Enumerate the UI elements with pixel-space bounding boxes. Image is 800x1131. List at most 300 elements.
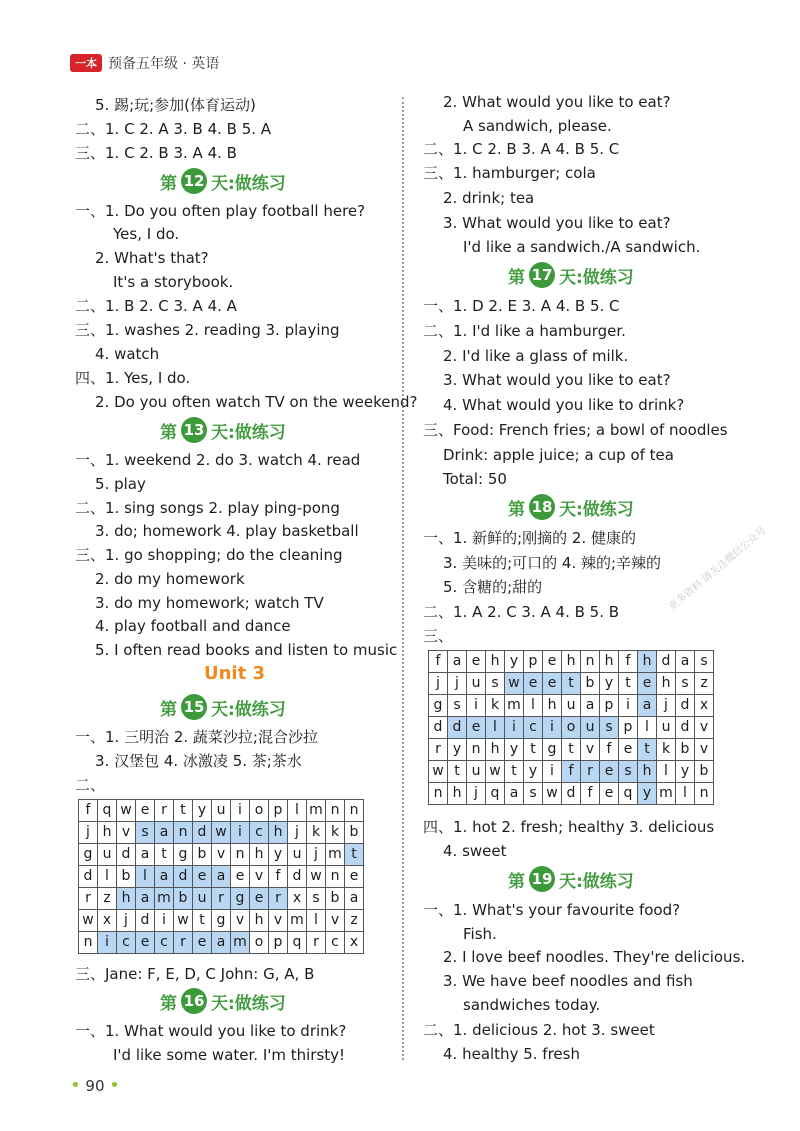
grid-row (79, 844, 364, 866)
answer-line: 三、Food: French fries; a bowl of noodles (423, 421, 728, 439)
grid-cell: x (695, 695, 714, 717)
answer-line: 2. What's that? (95, 249, 209, 267)
grid-cell: w (429, 761, 448, 783)
grid-cell: q (98, 800, 117, 822)
grid-cell: z (345, 910, 364, 932)
answer-line: 三、1. hamburger; cola (423, 164, 596, 182)
answer-line: 2. Do you often watch TV on the weekend? (95, 393, 418, 411)
grid-cell: y (505, 651, 524, 673)
grid-cell: y (448, 739, 467, 761)
grid-cell: e (345, 866, 364, 888)
grid-cell: a (676, 651, 695, 673)
header-title: 预备五年级 · 英语 (108, 56, 220, 72)
grid-cell: s (619, 761, 638, 783)
grid-cell: x (345, 932, 364, 954)
answer-line: 2. I love beef noodles. They're delicious. (443, 948, 746, 966)
grid-cell: e (136, 800, 155, 822)
answer-line: I'd like some water. I'm thirsty! (113, 1046, 346, 1064)
grid-cell: g (212, 910, 231, 932)
grid-cell: k (307, 822, 326, 844)
answer-line: 三、1. C 2. B 3. A 4. B (75, 144, 237, 162)
grid-cell: k (326, 822, 345, 844)
grid-cell: d (288, 866, 307, 888)
grid-cell: s (448, 695, 467, 717)
grid-cell: j (429, 673, 448, 695)
grid-cell: y (193, 800, 212, 822)
grid-cell: d (79, 866, 98, 888)
grid-cell: u (193, 888, 212, 910)
grid-cell: p (269, 800, 288, 822)
grid-cell: v (695, 739, 714, 761)
grid-cell: s (524, 783, 543, 805)
footer-dot-icon: • (109, 1075, 120, 1096)
grid-cell: f (429, 651, 448, 673)
grid-row (429, 761, 714, 783)
grid-cell: c (155, 932, 174, 954)
grid-cell: i (505, 717, 524, 739)
grid-cell: h (486, 739, 505, 761)
grid-cell: u (467, 761, 486, 783)
grid-cell: s (307, 888, 326, 910)
answer-line: 3. 汉堡包 4. 冰激凌 5. 茶;茶水 (95, 752, 302, 770)
day-suffix: 天:做练习 (211, 173, 286, 194)
grid-cell: q (288, 932, 307, 954)
grid-cell: m (505, 695, 524, 717)
day-prefix: 第 (160, 173, 177, 194)
grid-cell: g (79, 844, 98, 866)
grid-cell: g (429, 695, 448, 717)
grid-cell: p (524, 651, 543, 673)
grid-cell: s (136, 822, 155, 844)
page-number: 90 (85, 1077, 105, 1095)
grid-cell: a (581, 695, 600, 717)
grid-cell: v (231, 910, 250, 932)
grid-cell: n (79, 932, 98, 954)
day-number-badge: 19 (529, 866, 555, 892)
answer-line: 二、 (75, 776, 106, 794)
grid-cell: m (155, 888, 174, 910)
grid-cell: a (638, 695, 657, 717)
day-prefix: 第 (508, 499, 525, 520)
grid-cell: l (638, 717, 657, 739)
grid-cell: w (307, 866, 326, 888)
day-number-badge: 13 (181, 417, 207, 443)
grid-cell: v (250, 866, 269, 888)
answer-line: 一、1. 三明治 2. 蔬菜沙拉;混合沙拉 (75, 728, 318, 746)
watermark: 更多资料 请关注微信公众号 (667, 525, 769, 613)
footer-dot-icon: • (70, 1075, 81, 1096)
grid-cell: p (600, 695, 619, 717)
day-prefix: 第 (508, 267, 525, 288)
grid-cell: i (155, 910, 174, 932)
grid-cell: b (117, 866, 136, 888)
grid-cell: f (581, 783, 600, 805)
grid-cell: f (562, 761, 581, 783)
grid-cell: d (117, 844, 136, 866)
grid-cell: u (288, 844, 307, 866)
grid-row (429, 673, 714, 695)
grid-row (429, 651, 714, 673)
grid-row (79, 910, 364, 932)
grid-cell: y (600, 673, 619, 695)
answer-line: 一、1. weekend 2. do 3. watch 4. read (75, 451, 361, 469)
answer-line: 2. I'd like a glass of milk. (443, 347, 629, 365)
grid-cell: b (326, 888, 345, 910)
answer-line: Drink: apple juice; a cup of tea (443, 446, 674, 464)
grid-cell: r (581, 761, 600, 783)
answer-line: 5. 含糖的;甜的 (443, 578, 543, 596)
grid-cell: e (543, 651, 562, 673)
grid-cell: j (288, 822, 307, 844)
answer-line: 5. play (95, 475, 146, 493)
grid-cell: c (117, 932, 136, 954)
grid-cell: f (79, 800, 98, 822)
day-heading (160, 988, 286, 1014)
grid-cell: k (486, 695, 505, 717)
word-search-grid-left (78, 799, 364, 954)
grid-cell: u (581, 717, 600, 739)
answer-line: 二、1. A 2. C 3. A 4. B 5. B (423, 603, 620, 621)
answer-line: Total: 50 (443, 470, 507, 488)
grid-cell: j (467, 783, 486, 805)
grid-cell: b (174, 888, 193, 910)
answer-line: 3. 美味的;可口的 4. 辣的;辛辣的 (443, 554, 662, 572)
grid-cell: v (269, 910, 288, 932)
grid-cell: i (543, 761, 562, 783)
grid-row (429, 717, 714, 739)
grid-cell: s (676, 673, 695, 695)
grid-cell: x (288, 888, 307, 910)
answer-line: 2. do my homework (95, 570, 245, 588)
grid-cell: u (98, 844, 117, 866)
grid-cell: i (619, 695, 638, 717)
day-suffix: 天:做练习 (559, 499, 634, 520)
grid-cell: l (657, 761, 676, 783)
answer-line: 3. What would you like to eat? (443, 371, 671, 389)
grid-cell: o (250, 932, 269, 954)
grid-cell: r (79, 888, 98, 910)
grid-cell: i (231, 800, 250, 822)
grid-cell: r (174, 932, 193, 954)
grid-cell: j (79, 822, 98, 844)
answer-line: Fish. (463, 925, 497, 943)
grid-cell: t (345, 844, 364, 866)
answer-line: 二、1. delicious 2. hot 3. sweet (423, 1021, 655, 1039)
grid-cell: i (467, 695, 486, 717)
grid-cell: t (505, 761, 524, 783)
grid-cell: v (326, 910, 345, 932)
grid-cell: w (543, 783, 562, 805)
grid-cell: c (326, 932, 345, 954)
grid-cell: i (543, 717, 562, 739)
answer-line: 4. play football and dance (95, 617, 291, 635)
grid-cell: r (269, 888, 288, 910)
answer-line: 二、1. C 2. B 3. A 4. B 5. C (423, 140, 620, 158)
grid-row (429, 783, 714, 805)
grid-cell: t (155, 844, 174, 866)
grid-cell: w (117, 800, 136, 822)
grid-cell: b (193, 844, 212, 866)
grid-cell: u (657, 717, 676, 739)
grid-cell: b (695, 761, 714, 783)
day-suffix: 天:做练习 (211, 993, 286, 1014)
answer-line: 四、1. hot 2. fresh; healthy 3. delicious (423, 818, 715, 836)
answer-line: 三、 (423, 627, 454, 645)
grid-cell: h (600, 651, 619, 673)
grid-row (79, 888, 364, 910)
grid-cell: r (212, 888, 231, 910)
answer-line: 3. We have beef noodles and fish (443, 972, 693, 990)
grid-cell: v (581, 739, 600, 761)
grid-cell: h (638, 761, 657, 783)
grid-cell: w (174, 910, 193, 932)
day-number-badge: 17 (529, 262, 555, 288)
grid-cell: h (117, 888, 136, 910)
grid-cell: e (543, 673, 562, 695)
day-number-badge: 15 (181, 694, 207, 720)
grid-row (79, 932, 364, 954)
grid-cell: d (174, 866, 193, 888)
grid-row (79, 866, 364, 888)
grid-cell: n (174, 822, 193, 844)
grid-cell: g (231, 888, 250, 910)
grid-row (79, 822, 364, 844)
grid-cell: a (155, 822, 174, 844)
answer-line: 3. do; homework 4. play basketball (95, 522, 359, 540)
grid-cell: e (231, 866, 250, 888)
grid-cell: r (429, 739, 448, 761)
answer-line: 二、1. sing songs 2. play ping-pong (75, 499, 340, 517)
grid-cell: k (657, 739, 676, 761)
grid-cell: t (619, 673, 638, 695)
grid-row (429, 739, 714, 761)
grid-cell: g (543, 739, 562, 761)
grid-cell: t (174, 800, 193, 822)
answer-line: 四、1. Yes, I do. (75, 369, 191, 387)
answer-line: 2. drink; tea (443, 189, 535, 207)
answer-line: sandwiches today. (463, 996, 601, 1014)
grid-cell: z (695, 673, 714, 695)
grid-cell: y (676, 761, 695, 783)
page-header (70, 50, 219, 76)
grid-cell: h (543, 695, 562, 717)
grid-cell: m (288, 910, 307, 932)
grid-cell: d (136, 910, 155, 932)
grid-cell: i (231, 822, 250, 844)
grid-cell: n (345, 800, 364, 822)
grid-cell: p (269, 932, 288, 954)
grid-cell: t (448, 761, 467, 783)
grid-cell: x (98, 910, 117, 932)
grid-cell: h (486, 651, 505, 673)
grid-cell: l (288, 800, 307, 822)
day-number-badge: 18 (529, 494, 555, 520)
grid-cell: b (581, 673, 600, 695)
grid-cell: o (250, 800, 269, 822)
grid-cell: s (600, 717, 619, 739)
grid-cell: q (619, 783, 638, 805)
day-heading (508, 262, 634, 288)
grid-cell: e (136, 932, 155, 954)
grid-cell: d (448, 717, 467, 739)
answer-line: 一、1. What's your favourite food? (423, 901, 681, 919)
grid-cell: f (269, 866, 288, 888)
grid-cell: m (326, 844, 345, 866)
publisher-logo: 一本 (70, 54, 102, 72)
grid-cell: e (250, 888, 269, 910)
answer-line: 三、Jane: F, E, D, C John: G, A, B (75, 965, 315, 983)
grid-cell: y (638, 783, 657, 805)
grid-cell: h (98, 822, 117, 844)
grid-cell: a (505, 783, 524, 805)
answer-line: 一、1. Do you often play football here? (75, 202, 366, 220)
grid-cell: n (429, 783, 448, 805)
grid-cell: d (657, 651, 676, 673)
day-heading (508, 866, 634, 892)
day-heading (160, 168, 286, 194)
grid-row (79, 800, 364, 822)
grid-cell: s (486, 673, 505, 695)
answer-line: 二、1. B 2. C 3. A 4. A (75, 297, 237, 315)
grid-cell: c (250, 822, 269, 844)
answer-line: 3. do my homework; watch TV (95, 594, 324, 612)
answer-line: I'd like a sandwich./A sandwich. (463, 238, 701, 256)
grid-cell: f (619, 651, 638, 673)
grid-cell: v (117, 822, 136, 844)
grid-cell: e (467, 651, 486, 673)
grid-cell: a (136, 844, 155, 866)
grid-cell: h (250, 910, 269, 932)
grid-cell: i (98, 932, 117, 954)
day-suffix: 天:做练习 (559, 871, 634, 892)
grid-cell: l (136, 866, 155, 888)
grid-cell: l (524, 695, 543, 717)
grid-cell: e (467, 717, 486, 739)
grid-cell: e (638, 673, 657, 695)
day-prefix: 第 (160, 993, 177, 1014)
grid-cell: n (581, 651, 600, 673)
answer-line: 2. What would you like to eat? (443, 93, 671, 111)
grid-cell: d (676, 695, 695, 717)
grid-cell: a (136, 888, 155, 910)
day-number-badge: 12 (181, 168, 207, 194)
grid-cell: o (562, 717, 581, 739)
grid-cell: j (117, 910, 136, 932)
grid-cell: y (269, 844, 288, 866)
answer-line: 三、1. go shopping; do the cleaning (75, 546, 343, 564)
grid-cell: w (212, 822, 231, 844)
unit-heading: Unit 3 (204, 663, 265, 684)
answer-line: 一、1. D 2. E 3. A 4. B 5. C (423, 297, 620, 315)
grid-cell: h (562, 651, 581, 673)
answer-line: 5. 踢;玩;参加(体育运动) (95, 96, 256, 114)
grid-cell: t (562, 673, 581, 695)
word-search-grid-right (428, 650, 714, 805)
grid-cell: m (307, 800, 326, 822)
grid-cell: a (212, 866, 231, 888)
grid-cell: e (619, 739, 638, 761)
answer-line: Yes, I do. (113, 225, 180, 243)
grid-cell: e (193, 866, 212, 888)
grid-cell: n (231, 844, 250, 866)
grid-cell: h (448, 783, 467, 805)
grid-cell: b (345, 822, 364, 844)
grid-cell: t (193, 910, 212, 932)
grid-cell: d (562, 783, 581, 805)
day-prefix: 第 (160, 422, 177, 443)
grid-cell: z (98, 888, 117, 910)
answer-line: 4. watch (95, 345, 160, 363)
grid-cell: u (467, 673, 486, 695)
grid-cell: p (619, 717, 638, 739)
grid-cell: r (155, 800, 174, 822)
day-number-badge: 16 (181, 988, 207, 1014)
day-suffix: 天:做练习 (211, 699, 286, 720)
grid-row (429, 695, 714, 717)
grid-cell: j (657, 695, 676, 717)
grid-cell: n (326, 800, 345, 822)
answer-line: 二、1. C 2. A 3. B 4. B 5. A (75, 120, 272, 138)
grid-cell: t (524, 739, 543, 761)
grid-cell: a (212, 932, 231, 954)
answer-line: 二、1. I'd like a hamburger. (423, 322, 626, 340)
answer-line: 4. healthy 5. fresh (443, 1045, 580, 1063)
grid-cell: j (307, 844, 326, 866)
grid-cell: f (600, 739, 619, 761)
grid-cell: h (638, 651, 657, 673)
grid-cell: h (657, 673, 676, 695)
grid-cell: n (695, 783, 714, 805)
grid-cell: h (250, 844, 269, 866)
grid-cell: m (657, 783, 676, 805)
grid-cell: y (524, 761, 543, 783)
day-prefix: 第 (508, 871, 525, 892)
grid-cell: w (486, 761, 505, 783)
page-footer (70, 1075, 120, 1096)
grid-cell: a (155, 866, 174, 888)
grid-cell: e (193, 932, 212, 954)
grid-cell: w (79, 910, 98, 932)
grid-cell: n (467, 739, 486, 761)
grid-cell: l (486, 717, 505, 739)
grid-cell: a (345, 888, 364, 910)
answer-line: 5. I often read books and listen to music (95, 641, 398, 659)
day-suffix: 天:做练习 (211, 422, 286, 443)
grid-cell: e (600, 783, 619, 805)
answer-line: 3. What would you like to eat? (443, 214, 671, 232)
grid-cell: s (695, 651, 714, 673)
answer-line: 4. sweet (443, 842, 507, 860)
day-suffix: 天:做练习 (559, 267, 634, 288)
answer-line: It's a storybook. (113, 273, 234, 291)
grid-cell: t (638, 739, 657, 761)
day-heading (508, 494, 634, 520)
grid-cell: u (212, 800, 231, 822)
grid-cell: r (307, 932, 326, 954)
grid-cell: n (326, 866, 345, 888)
grid-cell: v (212, 844, 231, 866)
answer-line: A sandwich, please. (463, 117, 612, 135)
grid-cell: e (600, 761, 619, 783)
grid-cell: c (524, 717, 543, 739)
grid-cell: a (448, 651, 467, 673)
grid-cell: d (193, 822, 212, 844)
answer-line: 一、1. 新鲜的;刚摘的 2. 健康的 (423, 529, 636, 547)
grid-cell: y (505, 739, 524, 761)
grid-cell: l (676, 783, 695, 805)
grid-cell: v (695, 717, 714, 739)
grid-cell: w (505, 673, 524, 695)
